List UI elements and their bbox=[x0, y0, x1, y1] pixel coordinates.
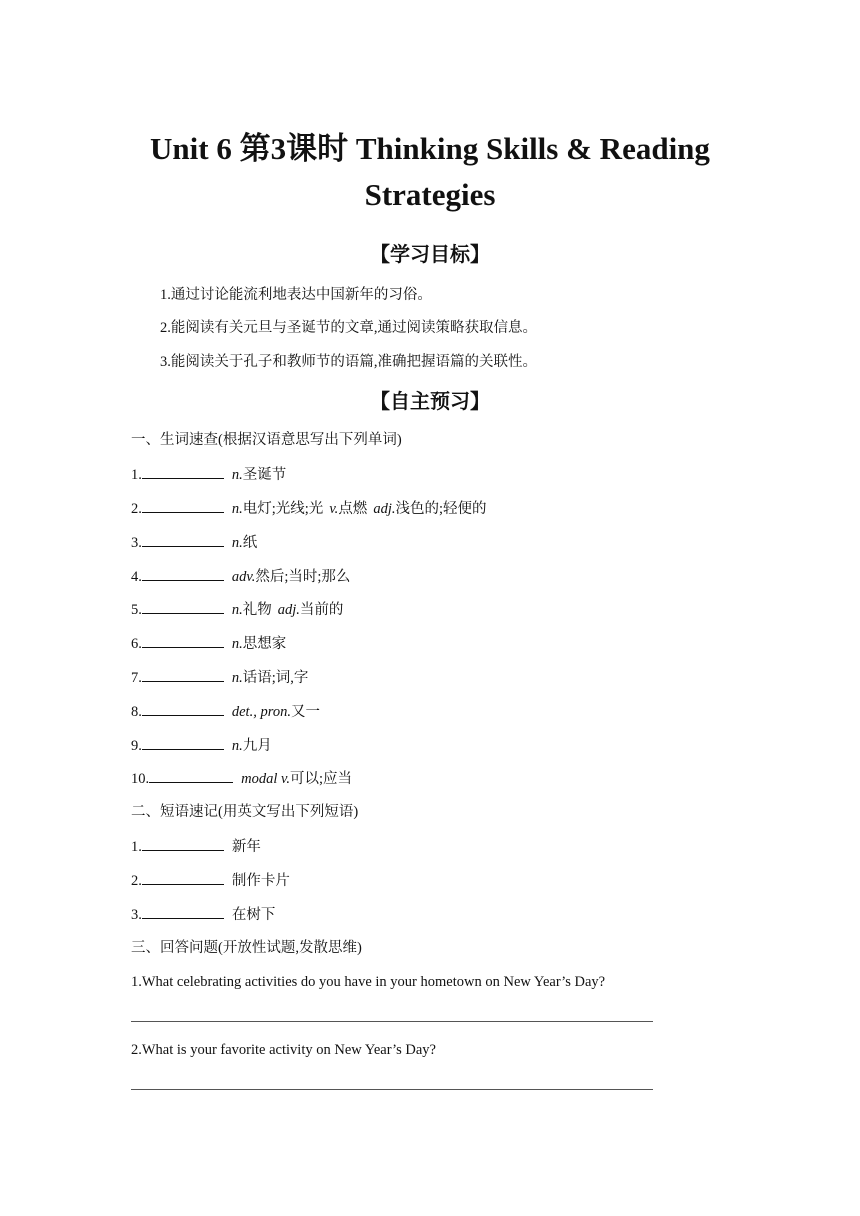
question-item-2: 2.What is your favorite activity on New Year’s Day? bbox=[131, 1042, 436, 1058]
phrase-item bbox=[131, 836, 261, 857]
objectives-heading: 【学习目标】 bbox=[370, 242, 490, 266]
question-section-title: 三、回答问题(开放性试题,发散思维) bbox=[131, 940, 362, 956]
item-number: 10. bbox=[131, 771, 150, 787]
objective-item-1: 1.通过讨论能流利地表达中国新年的习俗。 bbox=[160, 287, 432, 303]
part-of-speech: n. bbox=[231, 501, 243, 517]
item-number: 1. bbox=[131, 839, 142, 855]
answer-line[interactable] bbox=[131, 1021, 653, 1022]
meaning: 纸 bbox=[242, 535, 258, 551]
meaning: 礼物 bbox=[242, 602, 272, 618]
part-of-speech: adj. bbox=[373, 501, 396, 517]
part-of-speech: n. bbox=[231, 636, 243, 652]
part-of-speech: n. bbox=[231, 670, 243, 686]
item-number: 5. bbox=[131, 602, 142, 618]
meaning: 当前的 bbox=[299, 602, 344, 618]
answer-blank[interactable] bbox=[142, 633, 224, 648]
vocab-item bbox=[131, 735, 272, 756]
item-number: 4. bbox=[131, 569, 142, 585]
vocab-item bbox=[131, 701, 320, 722]
vocab-item bbox=[131, 532, 257, 553]
meaning: 在树下 bbox=[231, 907, 276, 923]
meaning: 九月 bbox=[242, 738, 272, 754]
part-of-speech: modal v. bbox=[241, 771, 290, 787]
meaning: 点燃 bbox=[338, 501, 368, 517]
phrase-item bbox=[131, 870, 290, 891]
part-of-speech: n. bbox=[231, 602, 243, 618]
page-title bbox=[110, 126, 750, 218]
answer-blank[interactable] bbox=[142, 701, 224, 716]
part-of-speech: n. bbox=[231, 467, 243, 483]
vocab-item bbox=[131, 599, 343, 620]
vocab-section-title: 一、生词速查(根据汉语意思写出下列单词) bbox=[131, 432, 402, 448]
meaning: 又一 bbox=[290, 704, 320, 720]
vocab-item bbox=[131, 633, 286, 654]
answer-line[interactable] bbox=[131, 1089, 653, 1090]
item-number: 1. bbox=[131, 467, 142, 483]
meaning: 圣诞节 bbox=[242, 467, 287, 483]
objective-item-3: 3.能阅读关于孔子和教师节的语篇,准确把握语篇的关联性。 bbox=[160, 354, 537, 370]
item-number: 7. bbox=[131, 670, 142, 686]
meaning: 制作卡片 bbox=[231, 873, 290, 889]
item-number: 8. bbox=[131, 704, 142, 720]
meaning: 新年 bbox=[231, 839, 261, 855]
meaning: 电灯;光线;光 bbox=[242, 501, 324, 517]
part-of-speech: n. bbox=[231, 535, 243, 551]
vocab-item bbox=[131, 667, 308, 688]
meaning: 思想家 bbox=[242, 636, 287, 652]
answer-blank[interactable] bbox=[142, 836, 224, 851]
item-number: 2. bbox=[131, 873, 142, 889]
item-number: 2. bbox=[131, 501, 142, 517]
vocab-item bbox=[131, 464, 286, 485]
answer-blank[interactable] bbox=[142, 870, 224, 885]
item-number: 3. bbox=[131, 535, 142, 551]
question-item-1: 1.What celebrating activities do you have in your hometown on New Year’s Day? bbox=[131, 974, 606, 990]
meaning: 话语;词,字 bbox=[242, 670, 309, 686]
part-of-speech: adv. bbox=[231, 569, 256, 585]
answer-blank[interactable] bbox=[142, 566, 224, 581]
item-number: 9. bbox=[131, 738, 142, 754]
answer-blank[interactable] bbox=[142, 735, 224, 750]
answer-blank[interactable] bbox=[149, 768, 233, 783]
objective-item-2: 2.能阅读有关元旦与圣诞节的文章,通过阅读策略获取信息。 bbox=[160, 320, 537, 336]
vocab-item bbox=[131, 566, 350, 587]
part-of-speech: v. bbox=[329, 501, 339, 517]
answer-blank[interactable] bbox=[142, 464, 224, 479]
answer-blank[interactable] bbox=[142, 498, 224, 513]
meaning: 浅色的;轻便的 bbox=[395, 501, 487, 517]
part-of-speech: adj. bbox=[277, 602, 300, 618]
item-number: 3. bbox=[131, 907, 142, 923]
meaning: 可以;应当 bbox=[290, 771, 353, 787]
vocab-item bbox=[131, 498, 487, 519]
answer-blank[interactable] bbox=[142, 904, 224, 919]
part-of-speech: det., pron. bbox=[231, 704, 291, 720]
answer-blank[interactable] bbox=[142, 599, 224, 614]
phrase-section-title: 二、短语速记(用英文写出下列短语) bbox=[131, 804, 359, 820]
part-of-speech: n. bbox=[231, 738, 243, 754]
answer-blank[interactable] bbox=[142, 532, 224, 547]
title-line-2: Strategies bbox=[364, 177, 496, 212]
preview-heading: 【自主预习】 bbox=[370, 389, 490, 413]
title-line-1: Unit 6 第3课时 Thinking Skills & Reading bbox=[150, 131, 710, 166]
answer-blank[interactable] bbox=[142, 667, 224, 682]
meaning: 然后;当时;那么 bbox=[255, 569, 351, 585]
item-number: 6. bbox=[131, 636, 142, 652]
vocab-item bbox=[131, 768, 352, 789]
phrase-item bbox=[131, 904, 275, 925]
